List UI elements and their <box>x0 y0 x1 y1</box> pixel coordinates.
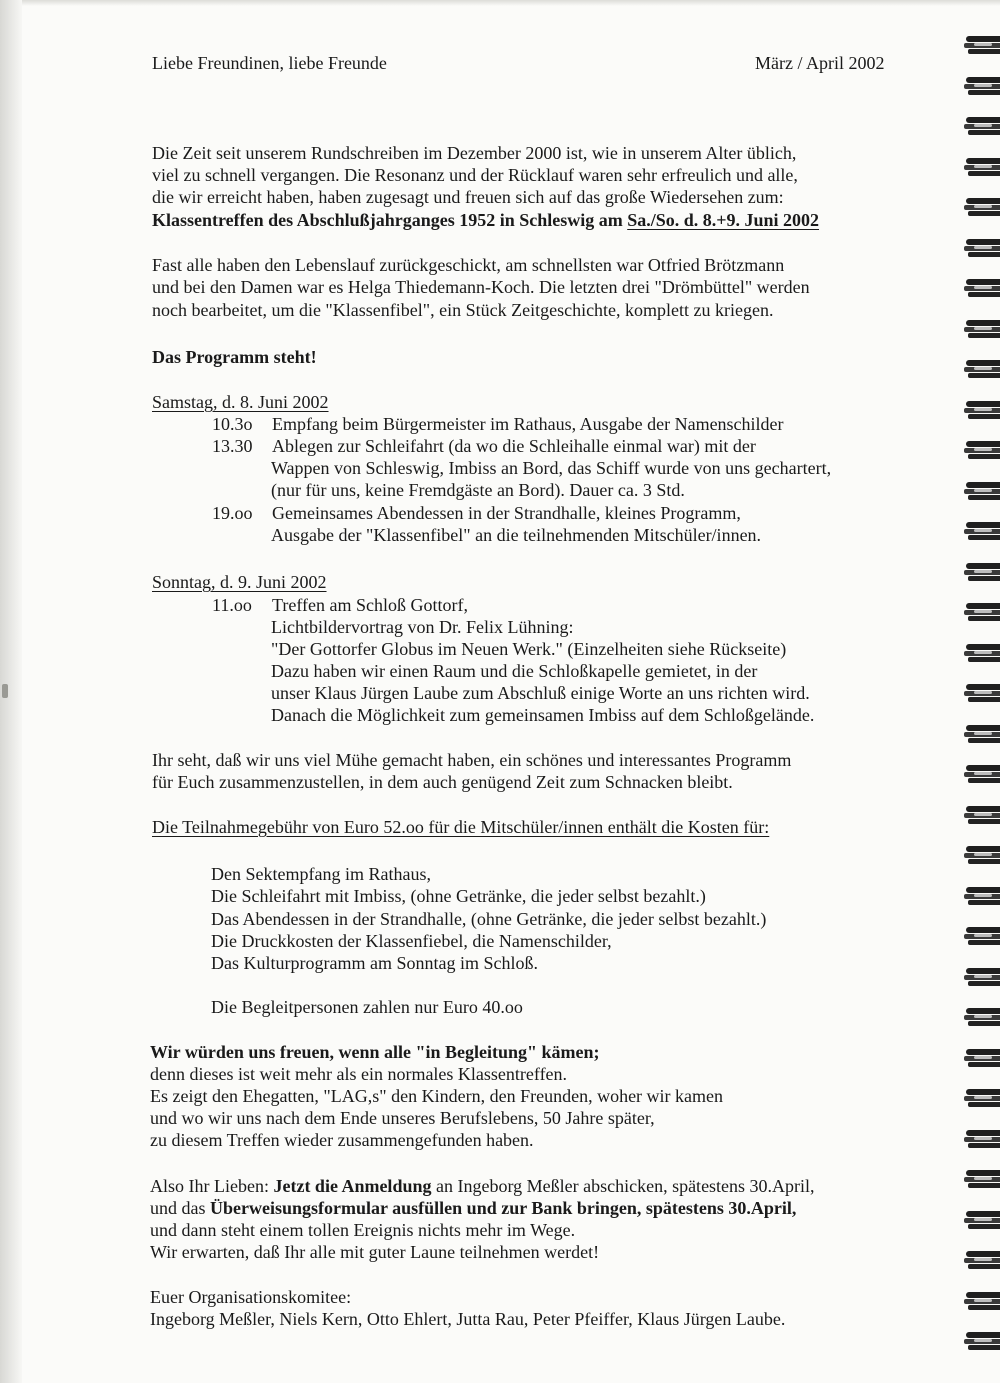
schedule-text: Treffen am Schloß Gottorf, <box>272 595 468 615</box>
accompany-line-2: Es zeigt den Ehegatten, "LAG,s" den Kindern, den Freunden, woher wir kamen <box>150 1086 724 1106</box>
letter-date: März / April 2002 <box>755 53 885 73</box>
intro-line-4 <box>152 209 819 231</box>
spiral-ring <box>962 318 1000 340</box>
schedule-item-sun-1 <box>212 594 468 616</box>
spiral-ring <box>962 399 1000 421</box>
spiral-ring <box>962 34 1000 56</box>
spiral-ring <box>962 1006 1000 1028</box>
spiral-ring <box>962 358 1000 380</box>
spiral-ring <box>962 196 1000 218</box>
fee-item: Die Schleifahrt mit Imbiss, (ohne Getränke, die jeder selbst bezahlt.) <box>211 886 706 906</box>
schedule-text: Dazu haben wir einen Raum und die Schloßkapelle gemietet, in der <box>271 661 758 681</box>
closing-text: an Ingeborg Meßler abschicken, spätestens 30.April, <box>431 1176 815 1196</box>
intro-line-2: viel zu schnell vergangen. Die Resonanz und der Rücklauf waren sehr erfreulich und alle, <box>152 165 798 185</box>
reunion-date: Sa./So. d. 8.+9. Juni 2002 <box>627 210 820 230</box>
schedule-text: unser Klaus Jürgen Laube zum Abschluß einige Worte an uns richten wird. <box>271 683 810 703</box>
spiral-ring <box>962 885 1000 907</box>
signature-names: Ingeborg Meßler, Niels Kern, Otto Ehlert, Jutta Rau, Peter Pfeiffer, Klaus Jürgen Laube. <box>150 1309 786 1329</box>
schedule-time: 11.oo <box>212 595 252 615</box>
fee-item: Die Druckkosten der Klassenfiebel, die Namenschilder, <box>211 931 612 951</box>
spiral-ring <box>962 1249 1000 1271</box>
schedule-item-sat-1 <box>212 413 784 435</box>
effort-line-1: Ihr seht, daß wir uns viel Mühe gemacht haben, ein schönes und interessantes Programm <box>152 750 792 770</box>
page-top-edge <box>0 0 1000 6</box>
spiral-ring <box>962 642 1000 664</box>
accompany-line-3: und wo wir uns nach dem Ende unseres Berufslebens, 50 Jahre später, <box>150 1108 655 1128</box>
hole-punch-mark <box>2 684 8 698</box>
schedule-text: Wappen von Schleswig, Imbiss an Bord, das Schiff wurde von uns gechartert, <box>271 458 832 478</box>
cv-line-2: und bei den Damen war es Helga Thiedemann-Koch. Die letzten drei "Drömbüttel" werden <box>152 277 810 297</box>
saturday-heading: Samstag, d. 8. Juni 2002 <box>152 392 329 412</box>
spiral-ring <box>962 925 1000 947</box>
schedule-text: Gemeinsames Abendessen in der Strandhalle, kleines Programm, <box>272 503 741 523</box>
closing-text: und das <box>150 1198 210 1218</box>
spiral-ring <box>962 804 1000 826</box>
spiral-ring <box>962 1330 1000 1352</box>
schedule-text: "Der Gottorfer Globus im Neuen Werk." (Einzelheiten siehe Rückseite) <box>271 639 787 659</box>
closing-line-3: und dann steht einem tollen Ereignis nichts mehr im Wege. <box>150 1220 576 1240</box>
schedule-item-sat-2 <box>212 435 756 457</box>
closing-line-1 <box>150 1175 815 1197</box>
accompany-line-4: zu diesem Treffen wieder zusammengefunden haben. <box>150 1130 534 1150</box>
intro-line-3: die wir erreicht haben, haben zugesagt und freuen sich auf das große Wiedersehen zum: <box>152 187 784 207</box>
greeting: Liebe Freundinen, liebe Freunde <box>152 53 387 73</box>
spiral-ring <box>962 1290 1000 1312</box>
spiral-ring <box>962 561 1000 583</box>
fee-item: Das Kulturprogramm am Sonntag im Schloß. <box>211 953 538 973</box>
spiral-ring <box>962 277 1000 299</box>
spiral-ring <box>962 723 1000 745</box>
sunday-heading: Sonntag, d. 9. Juni 2002 <box>152 572 327 592</box>
spiral-ring <box>962 601 1000 623</box>
schedule-time: 10.3o <box>212 414 253 434</box>
signature-label: Euer Organisationskomitee: <box>150 1287 352 1307</box>
spiral-ring <box>962 763 1000 785</box>
spiral-ring <box>962 480 1000 502</box>
closing-text: Also Ihr Lieben: <box>150 1176 274 1196</box>
spiral-binding <box>962 0 1000 1383</box>
spiral-ring <box>962 966 1000 988</box>
spiral-ring <box>962 1128 1000 1150</box>
reunion-title: Klassentreffen des Abschlußjahrganges 1952 in Schleswig am <box>152 210 628 230</box>
cv-line-1: Fast alle haben den Lebenslauf zurückgeschickt, am schnellsten war Otfried Brötzmann <box>152 255 785 275</box>
spiral-ring <box>962 844 1000 866</box>
closing-line-2 <box>150 1197 796 1219</box>
schedule-item-sat-3 <box>212 502 741 524</box>
schedule-time: 19.oo <box>212 503 253 523</box>
spiral-ring <box>962 75 1000 97</box>
page-left-edge <box>0 0 22 1383</box>
accompany-line-1: denn dieses ist weit mehr als ein normales Klassentreffen. <box>150 1064 568 1084</box>
spiral-ring <box>962 520 1000 542</box>
fee-heading: Die Teilnahmegebühr von Euro 52.oo für die Mitschüler/innen enthält die Kosten für: <box>152 817 770 837</box>
companion-fee: Die Begleitpersonen zahlen nur Euro 40.oo <box>211 997 523 1017</box>
schedule-time: 13.30 <box>212 436 253 456</box>
schedule-text: (nur für uns, keine Fremdgäste an Bord). Dauer ca. 3 Std. <box>271 480 685 500</box>
fee-item: Das Abendessen in der Strandhalle, (ohne Getränke, die jeder selbst bezahlt.) <box>211 909 767 929</box>
effort-line-2: für Euch zusammenzustellen, in dem auch genügend Zeit zum Schnacken bleibt. <box>152 772 733 792</box>
intro-line-1: Die Zeit seit unserem Rundschreiben im Dezember 2000 ist, wie in unserem Alter üblich, <box>152 143 797 163</box>
schedule-text: Ablegen zur Schleifahrt (da wo die Schleihalle einmal war) mit der <box>272 436 756 456</box>
spiral-ring <box>962 237 1000 259</box>
schedule-text: Ausgabe der "Klassenfibel" an die teilnehmenden Mitschüler/innen. <box>271 525 762 545</box>
accompany-heading: Wir würden uns freuen, wenn alle "in Begleitung" kämen; <box>150 1042 600 1062</box>
spiral-ring <box>962 439 1000 461</box>
schedule-text: Empfang beim Bürgermeister im Rathaus, Ausgabe der Namenschilder <box>272 414 784 434</box>
spiral-ring <box>962 1168 1000 1190</box>
spiral-ring <box>962 1087 1000 1109</box>
spiral-ring <box>962 115 1000 137</box>
spiral-ring <box>962 1047 1000 1069</box>
payment-callout: Überweisungsformular ausfüllen und zur Bank bringen, spätestens 30.April, <box>210 1198 797 1218</box>
spiral-ring <box>962 1209 1000 1231</box>
program-heading: Das Programm steht! <box>152 347 317 367</box>
registration-callout: Jetzt die Anmeldung <box>273 1176 432 1196</box>
schedule-text: Lichtbildervortrag von Dr. Felix Lühning: <box>271 617 574 637</box>
spiral-ring <box>962 156 1000 178</box>
fee-item: Den Sektempfang im Rathaus, <box>211 864 431 884</box>
closing-line-4: Wir erwarten, daß Ihr alle mit guter Laune teilnehmen werdet! <box>150 1242 600 1262</box>
schedule-text: Danach die Möglichkeit zum gemeinsamen Imbiss auf dem Schloßgelände. <box>271 705 815 725</box>
cv-line-3: noch bearbeitet, um die "Klassenfibel", ein Stück Zeitgeschichte, komplett zu kriegen. <box>152 300 774 320</box>
spiral-ring <box>962 682 1000 704</box>
